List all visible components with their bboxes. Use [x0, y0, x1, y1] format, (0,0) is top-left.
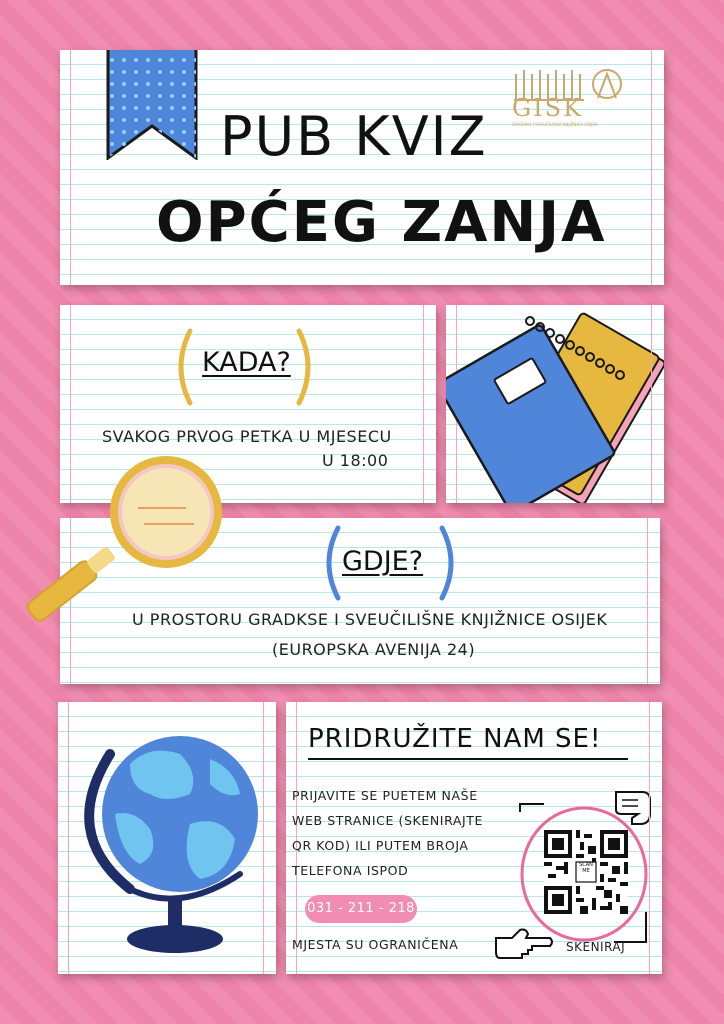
join-line-4: TELEFONA ISPOD [292, 863, 409, 878]
globe-icon [70, 714, 270, 964]
join-heading: PRIDRUŽITE NAM SE! [308, 724, 602, 754]
gdje-heading: GDJE? [342, 546, 424, 577]
logo-text: GISK [512, 94, 584, 122]
gdje-line-1: U PROSTORU GRADKSE I SVEUČILIŠNE KNJIŽNICE OSIJEK [132, 610, 608, 629]
notebook-card [446, 305, 664, 503]
kada-line-1: SVAKOG PRVOG PETKA U MJESECU [102, 427, 392, 446]
logo-subtext: GRADSKA I SVEUČILIŠNA KNJIŽNICA OSIJEK [512, 122, 598, 127]
kada-line-2: U 18:00 [322, 451, 389, 470]
bookmark-ribbon [106, 50, 198, 160]
join-heading-underline [308, 758, 628, 760]
title-line-2: OPĆEG ZANJA [156, 190, 607, 255]
globe-card [58, 702, 276, 974]
magnifying-glass-icon [18, 452, 238, 642]
qr-center-label: SCAN ME [579, 862, 593, 874]
pointing-hand-top-icon [612, 784, 658, 828]
join-card [286, 702, 662, 974]
join-line-1: PRIJAVITE SE PUETEM NAŠE [292, 788, 478, 803]
join-line-2: WEB STRANICE (SKENIRAJTE [292, 813, 484, 828]
title-line-1: PUB KVIZ [220, 105, 488, 168]
notebooks-illustration [446, 305, 664, 503]
kada-heading: KADA? [202, 347, 291, 378]
join-note: MJESTA SU OGRANIČENA [292, 937, 459, 952]
join-line-3: QR KOD) ILI PUTEM BROJA [292, 838, 469, 853]
gdje-line-2: (EUROPSKA AVENIJA 24) [272, 640, 476, 659]
title-card [60, 50, 664, 285]
scan-label: SKENIRAJ [566, 940, 626, 954]
gisk-logo [512, 64, 630, 134]
pointing-hand-bottom-icon [492, 924, 554, 964]
phone-number-badge[interactable]: 031 - 211 - 218 [305, 895, 417, 923]
